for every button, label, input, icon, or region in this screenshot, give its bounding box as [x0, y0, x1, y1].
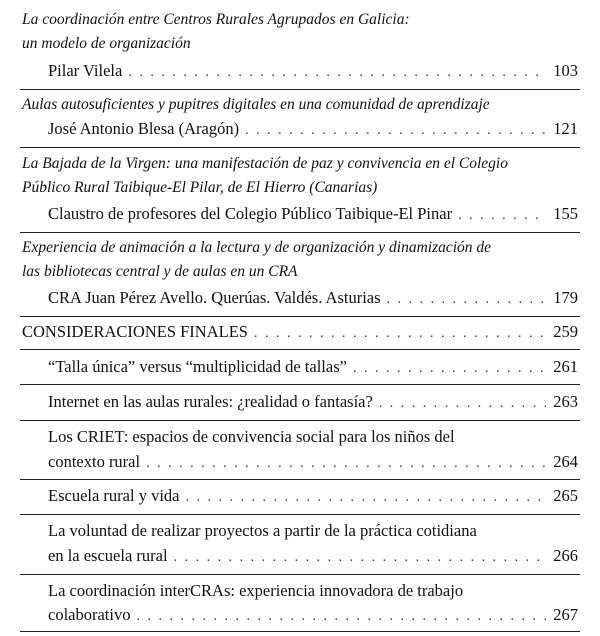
divider [20, 574, 580, 575]
divider [20, 316, 580, 317]
leader-dots [379, 393, 546, 415]
toc-entry-heading[interactable] [22, 321, 578, 345]
toc-entry[interactable] [48, 60, 578, 84]
section-title-line: un modelo de organización [22, 35, 191, 52]
page-number: 155 [553, 204, 578, 223]
toc-entry[interactable] [48, 451, 578, 475]
leader-dots [146, 453, 546, 475]
section-title-line: La Bajada de la Virgen: una manifestación de paz y convivencia en el Colegio [22, 155, 508, 172]
leader-dots [353, 358, 546, 380]
author-label: Pilar Vilela [48, 61, 123, 80]
divider [20, 147, 580, 148]
entry-label: colaborativo [48, 605, 131, 624]
divider [20, 631, 580, 632]
section-title-line: las bibliotecas central y de aulas en un CRA [22, 263, 298, 280]
section-title-line: La coordinación entre Centros Rurales Agrupados en Galicia: [22, 11, 410, 28]
entry-label: en la escuela rural [48, 546, 168, 565]
divider [20, 349, 580, 350]
page-number: 259 [553, 322, 578, 341]
author-label: Claustro de profesores del Colegio Público Taibique-El Pinar [48, 204, 453, 223]
entry-label: Escuela rural y vida [48, 486, 180, 505]
page-number: 265 [553, 486, 578, 505]
entry-label: contexto rural [48, 452, 141, 471]
divider [20, 89, 580, 90]
entry-label: “Talla única” versus “multiplicidad de tallas” [48, 357, 347, 376]
section-title-line: Aulas autosuficientes y pupitres digitales en una comunidad de aprendizaje [22, 96, 490, 113]
entry-label-line[interactable]: Los CRIET: espacios de convivencia social para los niños del [48, 427, 455, 446]
entry-label: Internet en las aulas rurales: ¿realidad o fantasía? [48, 392, 373, 411]
author-label: José Antonio Blesa (Aragón) [48, 119, 240, 138]
page-number: 267 [553, 605, 578, 624]
leader-dots [185, 487, 546, 509]
toc-entry[interactable] [48, 545, 578, 569]
page-number: 103 [553, 61, 578, 80]
entry-label-line[interactable]: La voluntad de realizar proyectos a partir de la práctica cotidiana [48, 521, 477, 540]
toc-entry[interactable] [48, 604, 578, 628]
page-number: 264 [553, 452, 578, 471]
toc-entry[interactable] [48, 391, 578, 415]
page-number: 266 [553, 546, 578, 565]
leader-dots [458, 205, 546, 227]
toc-entry[interactable] [48, 356, 578, 380]
final-heading: CONSIDERACIONES FINALES [22, 322, 248, 341]
divider [20, 420, 580, 421]
author-label: CRA Juan Pérez Avello. Querúas. Valdés. Asturias [48, 288, 381, 307]
leader-dots [387, 289, 546, 311]
leader-dots [254, 323, 546, 345]
leader-dots [174, 547, 546, 569]
page-number: 179 [553, 288, 578, 307]
page-number: 121 [553, 119, 578, 138]
divider [20, 384, 580, 385]
leader-dots [136, 606, 546, 628]
entry-label-line[interactable]: La coordinación interCRAs: experiencia innovadora de trabajo [48, 581, 464, 600]
toc-entry[interactable] [48, 287, 578, 311]
page-number: 261 [553, 357, 578, 376]
divider [20, 514, 580, 515]
leader-dots [245, 120, 546, 142]
divider [20, 232, 580, 233]
toc-entry[interactable] [48, 118, 578, 142]
toc-entry[interactable] [48, 203, 578, 227]
leader-dots [128, 62, 546, 84]
toc-entry[interactable] [48, 485, 578, 509]
section-title-line: Público Rural Taibique-El Pilar, de El Hierro (Canarias) [22, 179, 378, 196]
divider [20, 479, 580, 480]
section-title-line: Experiencia de animación a la lectura y de organización y dinamización de [22, 239, 492, 256]
page-number: 263 [553, 392, 578, 411]
